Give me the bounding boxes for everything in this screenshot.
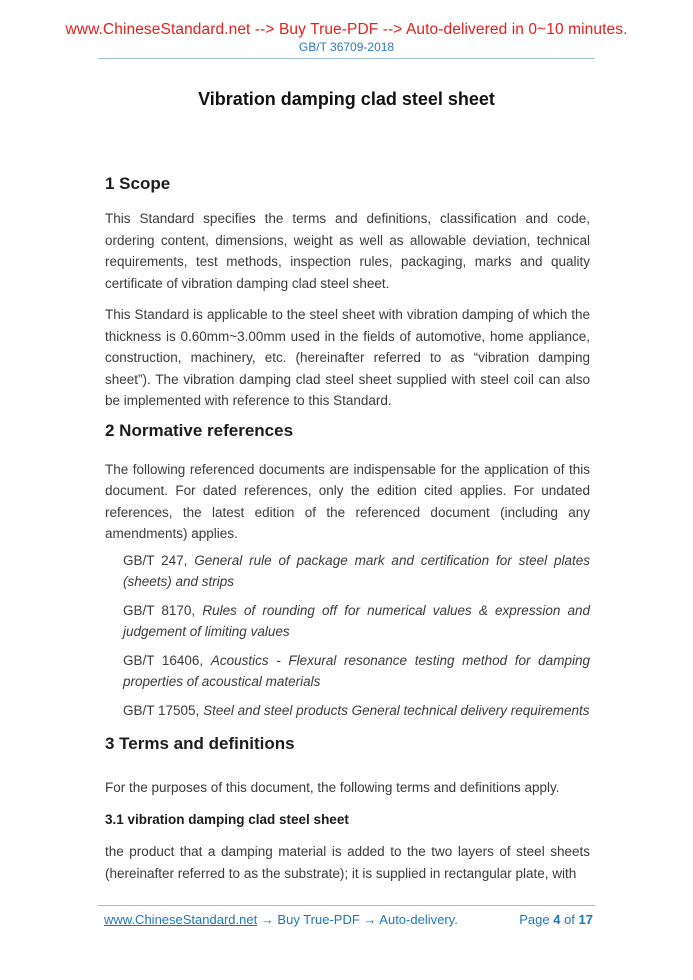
page-label: Page: [519, 912, 550, 927]
section-heading-scope: 1 Scope: [105, 174, 171, 193]
page-indicator: [519, 912, 593, 927]
reference-code: GB/T 247,: [123, 552, 188, 568]
header-divider: [98, 58, 595, 59]
reference-code: GB/T 16406,: [123, 652, 204, 668]
scope-paragraph-1: This Standard specifies the terms and definitions, classification and code, ordering content, dimensions, weight as well as allowable deviation, technical requirements, test methods, inspection rules, packaging, marks and quality certificate of vibration damping clad steel sheet.: [105, 211, 590, 291]
footer-tagline-text: → Buy True-PDF → Auto-delivery.: [257, 912, 458, 927]
document-title: Vibration damping clad steel sheet: [198, 89, 495, 109]
reference-item: [123, 650, 590, 693]
of-label: of: [564, 912, 575, 927]
section-heading-terms-and-definitions: 3 Terms and definitions: [105, 734, 295, 753]
reference-item: [123, 700, 590, 722]
page-total: 17: [578, 912, 593, 927]
reference-code: GB/T 8170,: [123, 602, 196, 618]
document-body: [0, 174, 693, 884]
standard-number: GB/T 36709-2018: [298, 40, 395, 54]
reference-title: Steel and steel products General technical delivery requirements: [203, 702, 590, 718]
term-3-1-definition: the product that a damping material is added to the two layers of steel sheets (hereinafter referred to as the substrate); it is supplied in rectangular plate, with: [105, 844, 590, 881]
page-footer: [98, 905, 595, 927]
reference-item: [123, 600, 590, 643]
reference-title: Rules of rounding off for numerical values & expression and judgement of limiting values: [123, 602, 590, 639]
reference-code: GB/T 17505,: [123, 702, 200, 718]
footer-website-link[interactable]: www.ChineseStandard.net: [104, 912, 258, 927]
page-number: 4: [553, 912, 561, 927]
normative-references-intro: The following referenced documents are indispensable for the application of this document. For dated references, only the edition cited applies. For undated references, the latest edition of the referenced document (including any amendments) applies.: [105, 461, 590, 541]
scope-paragraph-2: This Standard is applicable to the steel sheet with vibration damping of which the thickness is 0.60mm~3.00mm used in the fields of automotive, home appliance, construction, machinery, etc. (hereinafter referred to as “vibration damping sheet”). The vibration damping clad steel sheet supplied with steel coil can also be implemented with reference to this Standard.: [105, 307, 590, 408]
top-banner-link[interactable]: www.ChineseStandard.net --> Buy True-PDF --> Auto-delivered in 0~10 minutes.: [65, 21, 628, 38]
reference-title: Acoustics - Flexural resonance testing method for damping properties of acoustical materials: [123, 652, 590, 689]
terms-intro: For the purposes of this document, the following terms and definitions apply.: [105, 780, 560, 795]
reference-title: General rule of package mark and certification for steel plates (sheets) and strips: [123, 552, 590, 589]
reference-item: [123, 550, 590, 593]
footer-tagline: [104, 912, 458, 927]
term-3-1-heading: 3.1 vibration damping clad steel sheet: [105, 811, 349, 827]
section-heading-normative-references: 2 Normative references: [105, 420, 294, 440]
